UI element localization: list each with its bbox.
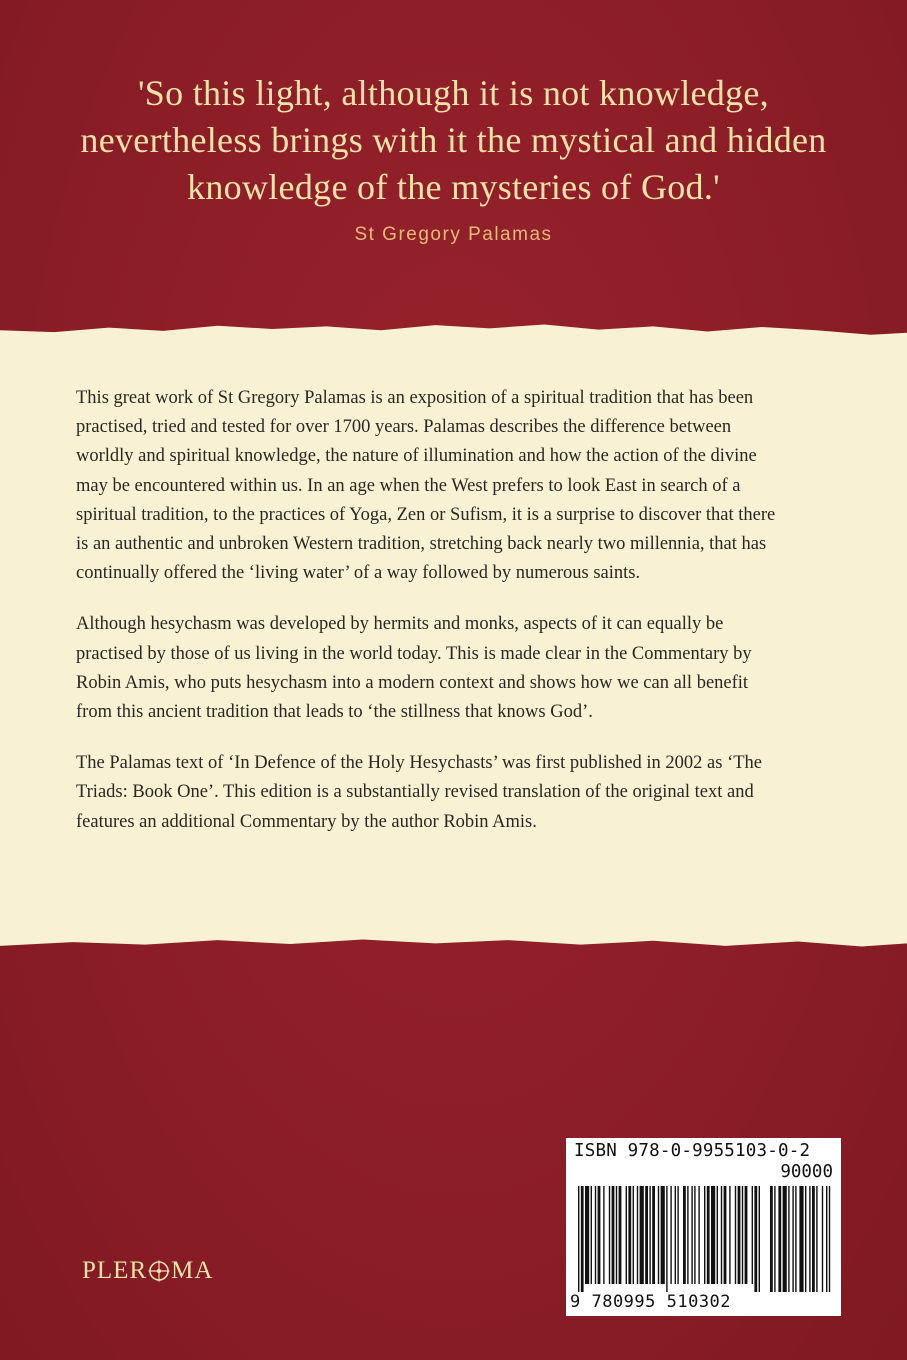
barcode-bar: [616, 1186, 617, 1284]
text-line: Although hesychasm was developed by hermits and monks, aspects of it can equally be: [76, 614, 724, 635]
barcode-bar: [687, 1186, 688, 1284]
barcode-bar: [677, 1186, 678, 1284]
price-code: 90000: [780, 1162, 833, 1182]
barcode-bar: [704, 1186, 705, 1284]
barcode-bar: [742, 1186, 743, 1284]
barcode-bar: [652, 1186, 655, 1284]
description-paragraph: [76, 749, 836, 837]
text-line: This great work of St Gregory Palamas is an exposition of a spiritual tradition that has been: [76, 388, 754, 408]
barcode-bar: [754, 1186, 757, 1292]
barcode-bar: [619, 1186, 622, 1284]
addon-bar: [792, 1186, 793, 1292]
barcode-bar: [633, 1186, 634, 1284]
barcode-bar: [649, 1186, 650, 1284]
quote-line: knowledge of the mysteries of God.': [187, 167, 720, 207]
text-line: Triads: Book One’. This edition is a substantially revised translation of the original text and: [76, 782, 754, 803]
addon-bar: [829, 1186, 830, 1292]
text-line: practised by those of us living in the world today. This is made clear in the Commentary by: [76, 643, 752, 664]
barcode-bar: [670, 1186, 671, 1284]
barcode-bar: [717, 1186, 718, 1284]
barcode-bar: [707, 1186, 710, 1284]
text-line: continually offered the ‘living water’ of a way followed by numerous saints.: [76, 563, 641, 584]
barcode-bar: [745, 1186, 748, 1284]
text-line: features an additional Commentary by the author Robin Amis.: [76, 811, 537, 832]
text-line: The Palamas text of ‘In Defence of the Holy Hesychasts’ was first published in 2002 as ‘The: [76, 753, 763, 774]
book-description: [76, 384, 836, 837]
barcode-bar: [738, 1186, 741, 1284]
barcode-bar: [637, 1186, 638, 1284]
text-line: is an authentic and unbroken Western tradition, stretching back nearly two millennia, that has: [76, 534, 767, 555]
addon-bar: [788, 1186, 789, 1292]
addon-bar: [770, 1186, 773, 1292]
barcode-bar: [759, 1186, 760, 1292]
barcode-bar: [645, 1186, 648, 1284]
barcode-bar: [721, 1186, 722, 1284]
barcode-bar: [658, 1186, 659, 1284]
barcode-bar: [591, 1186, 592, 1284]
barcode-bar: [698, 1186, 699, 1284]
barcode-bar: [628, 1186, 631, 1284]
addon-bar: [795, 1186, 796, 1292]
addon-bar: [826, 1186, 827, 1292]
text-line: Robin Amis, who puts hesychasm into a modern context and shows how we can all benefit: [76, 672, 749, 693]
description-paragraph: [76, 384, 836, 588]
barcode-bar: [578, 1186, 579, 1292]
publisher-logo: [82, 1257, 213, 1285]
barcode-bar: [694, 1186, 695, 1284]
publisher-name-end: MA: [171, 1257, 214, 1284]
addon-bar: [799, 1186, 803, 1292]
isbn-label: ISBN 978-0-9955103-0-2: [574, 1141, 811, 1161]
barcode-bar: [598, 1186, 601, 1284]
barcode-bar: [724, 1186, 727, 1284]
text-line: from this ancient tradition that leads to ‘the stillness that knows God’.: [76, 702, 593, 723]
barcode-bars: [574, 1186, 834, 1292]
barcode-bar: [603, 1186, 604, 1284]
quote-line: 'So this light, although it is not knowledge,: [138, 73, 769, 113]
addon-bar: [774, 1186, 775, 1292]
text-line: practised, tried and tested for over 1700 years. Palamas describes the difference between: [76, 417, 732, 438]
barcode-bar: [626, 1186, 627, 1284]
addon-bar: [809, 1186, 810, 1292]
barcode-bar: [683, 1186, 686, 1284]
addon-bar: [783, 1186, 787, 1292]
barcode-bar: [675, 1186, 676, 1284]
isbn-barcode: [566, 1138, 841, 1316]
quote-attribution: St Gregory Palamas: [354, 224, 553, 245]
text-line: may be encountered within us. In an age when the West prefers to look East in search of a: [76, 475, 741, 496]
barcode-bar: [735, 1186, 736, 1284]
ean-digits: 9 780995 510302: [570, 1292, 732, 1312]
barcode-bar: [711, 1186, 715, 1284]
addon-bar: [805, 1186, 806, 1292]
barcode-bar: [752, 1186, 753, 1284]
barcode-bar: [612, 1186, 615, 1284]
addon-bar: [816, 1186, 817, 1292]
barcode-bar: [661, 1186, 665, 1284]
barcode-bar: [729, 1186, 730, 1284]
compass-rose-icon: [148, 1260, 170, 1282]
barcode-bar: [609, 1186, 610, 1284]
barcode-bar: [585, 1186, 589, 1284]
barcode-bar: [581, 1186, 584, 1292]
epigraph-quote: [40, 70, 867, 211]
publisher-name-start: PLER: [82, 1257, 148, 1284]
text-line: worldly and spiritual knowledge, the nature of illumination and how the action of the divine: [76, 446, 757, 467]
barcode-bar: [666, 1186, 667, 1292]
quote-line: nevertheless brings with it the mystical and hidden: [80, 120, 827, 160]
barcode-bar: [691, 1186, 692, 1284]
text-line: spiritual tradition, to the practices of Yoga, Zen or Sufism, it is a surprise to discover that there: [76, 504, 776, 525]
addon-bar: [812, 1186, 815, 1292]
barcode-bar: [640, 1186, 644, 1284]
addon-bar: [822, 1186, 823, 1292]
addon-bar: [778, 1186, 781, 1292]
description-paragraph: [76, 610, 836, 727]
barcode-bar: [595, 1186, 596, 1284]
